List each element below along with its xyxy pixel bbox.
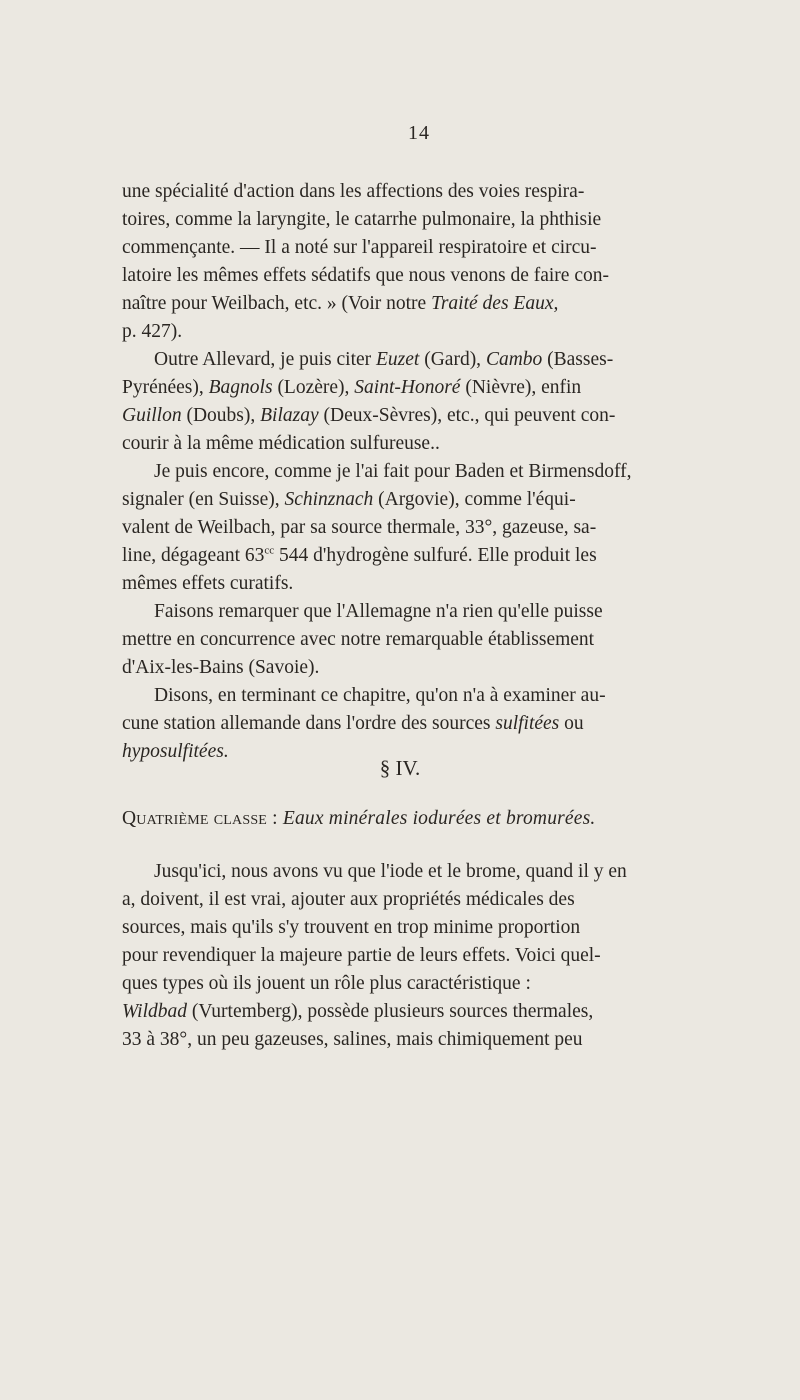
paragraph-respiratory xyxy=(122,178,694,346)
page-number: 14 xyxy=(408,122,430,144)
class-label: Quatrième classe xyxy=(122,808,268,829)
text-line: sources, mais qu'ils s'y trouvent en trop minime proportion xyxy=(122,917,581,938)
text-line: 33 à 38°, un peu gazeuses, salines, mais chimiquement peu xyxy=(122,1029,583,1050)
text-line: Disons, en terminant ce chapitre, qu'on n'a à examiner au- xyxy=(154,685,606,706)
text-line: ques types où ils jouent un rôle plus caractéristique : xyxy=(122,973,531,994)
paragraph-schinznach xyxy=(122,458,694,598)
text-line: Pyrénées), Bagnols (Lozère), Saint-Honoré (Nièvre), enfin xyxy=(122,377,582,398)
text-line: commençante. — Il a noté sur l'appareil respiratoire et circu- xyxy=(122,237,597,258)
text-line: Wildbad (Vurtemberg), possède plusieurs sources thermales, xyxy=(122,1001,594,1022)
text-line: hyposulfitées. xyxy=(122,741,229,762)
paragraph-iodine-bromine xyxy=(122,858,694,1054)
text-line: mettre en concurrence avec notre remarquable établissement xyxy=(122,629,595,650)
text-line: une spécialité d'action dans les affections des voies respira- xyxy=(122,181,585,202)
text-line: Outre Allevard, je puis citer Euzet (Gard), Cambo (Basses- xyxy=(154,349,614,370)
text-line: a, doivent, il est vrai, ajouter aux propriétés médicales des xyxy=(122,889,575,910)
section-heading: § IV. xyxy=(379,756,421,780)
paragraph-allemagne xyxy=(122,598,694,682)
text-line: p. 427). xyxy=(122,321,183,342)
paragraph-conclusion-text xyxy=(122,682,694,766)
text-line: Jusqu'ici, nous avons vu que l'iode et le brome, quand il y en xyxy=(154,861,627,882)
paragraph-french-stations xyxy=(122,346,694,458)
text-line: mêmes effets curatifs. xyxy=(122,573,294,594)
text-line: Faisons remarquer que l'Allemagne n'a rien qu'elle puisse xyxy=(154,601,603,622)
text-line: courir à la même médication sulfureuse.. xyxy=(122,433,440,454)
text-line: latoire les mêmes effets sédatifs que nous venons de faire con- xyxy=(122,265,609,286)
text-line: valent de Weilbach, par sa source thermale, 33°, gazeuse, sa- xyxy=(122,517,597,538)
text-line: naître pour Weilbach, etc. » (Voir notre Traité des Eaux, xyxy=(122,293,559,314)
text-line: Je puis encore, comme je l'ai fait pour Baden et Birmensdoff, xyxy=(154,461,632,482)
text-line: line, dégageant $63^{cc}$ 544 d'hydrogène sulfuré. Elle produit les xyxy=(122,544,597,566)
text-line: pour revendiquer la majeure partie de leurs effets. Voici quel- xyxy=(122,945,601,966)
text-line: signaler (en Suisse), Schinznach (Argovie), comme l'équi- xyxy=(122,489,576,510)
text-line: Guillon (Doubs), Bilazay (Deux-Sèvres), etc., qui peuvent con- xyxy=(122,405,616,426)
class-title: Eaux minérales iodurées et bromurées. xyxy=(282,808,596,829)
text-line: toires, comme la laryngite, le catarrhe pulmonaire, la phthisie xyxy=(122,209,602,230)
text-line: d'Aix-les-Bains (Savoie). xyxy=(122,657,320,678)
book-title-reference: Traité des Eaux, xyxy=(431,293,559,314)
text-line: cune station allemande dans l'ordre des sources sulfitées ou xyxy=(122,713,584,734)
class-heading: Quatrième classe : Eaux minérales iodurées et bromurées. xyxy=(122,808,596,829)
